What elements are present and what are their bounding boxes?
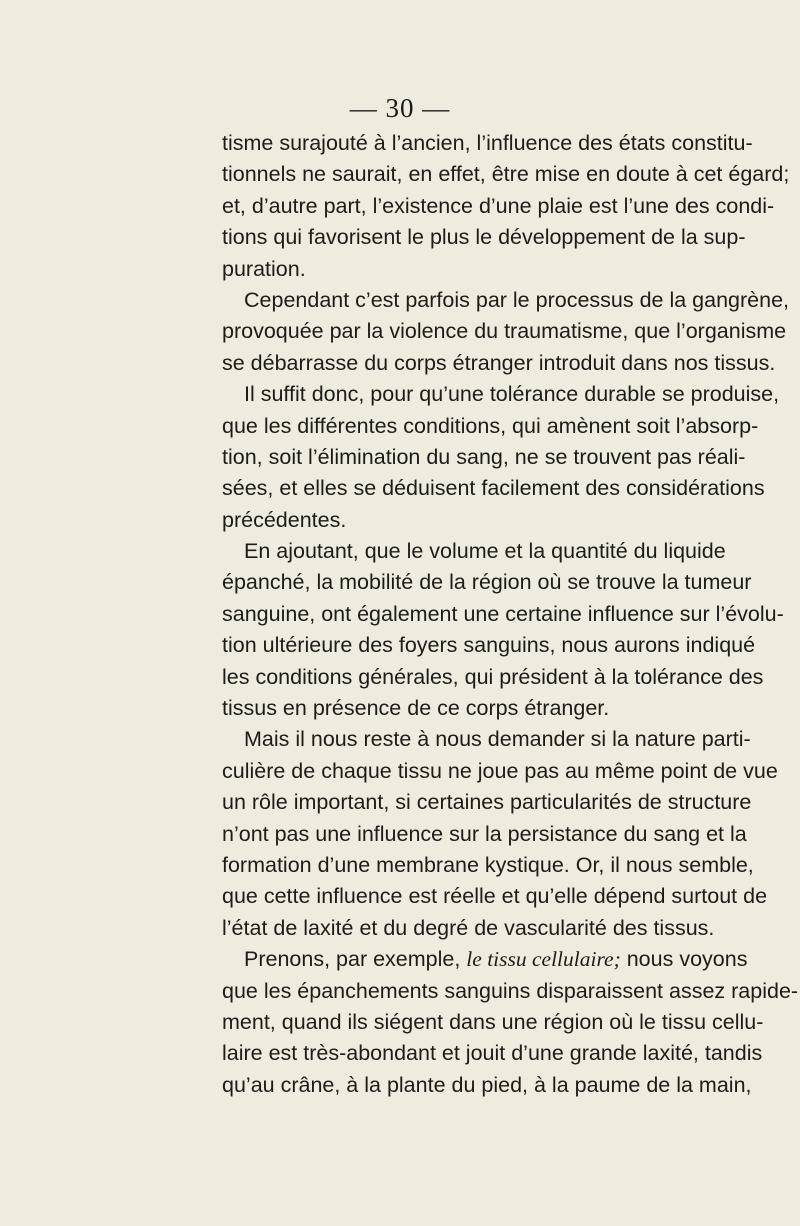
text-line: Cependant c’est parfois par le processus de la gangrène, — [244, 287, 790, 312]
text-line: tissus en présence de ce corps étranger. — [222, 696, 610, 721]
text-line: et, d’autre part, l’existence d’une plaie est l’une des condi- — [222, 193, 775, 218]
text-line: se débarrasse du corps étranger introduit dans nos tissus. — [222, 350, 776, 375]
text-line: culière de chaque tissu ne joue pas au même point de vue — [222, 758, 778, 783]
text-line: que les différentes conditions, qui amènent soit l’absorp- — [222, 413, 759, 438]
text-line: ment, quand ils siégent dans une région où le tissu cellu- — [222, 1009, 764, 1034]
text-line: sées, et elles se déduisent facilement des considérations — [222, 476, 765, 501]
text-segment: Prenons, par exemple, — [244, 947, 467, 972]
text-line: Il suffit donc, pour qu’une tolérance durable se produise, — [244, 382, 780, 407]
text-line: qu’au crâne, à la plante du pied, à la paume de la main, — [222, 1072, 752, 1097]
italic-phrase: le tissu cellulaire; — [466, 947, 621, 972]
text-line: tionnels ne saurait, en effet, être mise en doute à cet égard; — [222, 162, 790, 187]
text-line: épanché, la mobilité de la région où se trouve la tumeur — [222, 570, 752, 595]
text-line: que cette influence est réelle et qu’elle dépend surtout de — [222, 884, 768, 909]
text-line: formation d’une membrane kystique. Or, il nous semble, — [222, 852, 754, 877]
text-line: un rôle important, si certaines particularités de structure — [222, 790, 752, 815]
text-line: tion, soit l’élimination du sang, ne se trouvent pas réali- — [222, 444, 746, 469]
text-line: puration. — [222, 256, 306, 281]
body-text — [222, 128, 799, 1101]
text-line: l’état de laxité et du degré de vascularité des tissus. — [222, 915, 715, 940]
text-line: tisme surajouté à l’ancien, l’influence des états constitu- — [222, 131, 753, 155]
text-segment: nous voyons — [620, 947, 748, 972]
text-line: sanguine, ont également une certaine influence sur l’évolu- — [222, 601, 784, 626]
text-line: tion ultérieure des foyers sanguins, nous aurons indiqué — [222, 633, 756, 658]
text-line: tions qui favorisent le plus le développement de la sup- — [222, 225, 746, 250]
text-line: précédentes. — [222, 507, 347, 532]
text-line: que les épanchements sanguins disparaissent assez rapide- — [222, 978, 799, 1003]
page-number: — 30 — — [349, 93, 451, 123]
text-line: les conditions générales, qui président à la tolérance des — [222, 664, 764, 689]
text-line: Mais il nous reste à nous demander si la nature parti- — [244, 727, 751, 752]
text-line: provoquée par la violence du traumatisme, que l’organisme — [222, 319, 787, 344]
text-line: En ajoutant, que le volume et la quantité du liquide — [244, 539, 726, 564]
text-line: laire est très-abondant et jouit d’une grande laxité, tandis — [222, 1041, 763, 1066]
text-line: n’ont pas une influence sur la persistance du sang et la — [222, 821, 747, 846]
text-line — [222, 944, 748, 975]
